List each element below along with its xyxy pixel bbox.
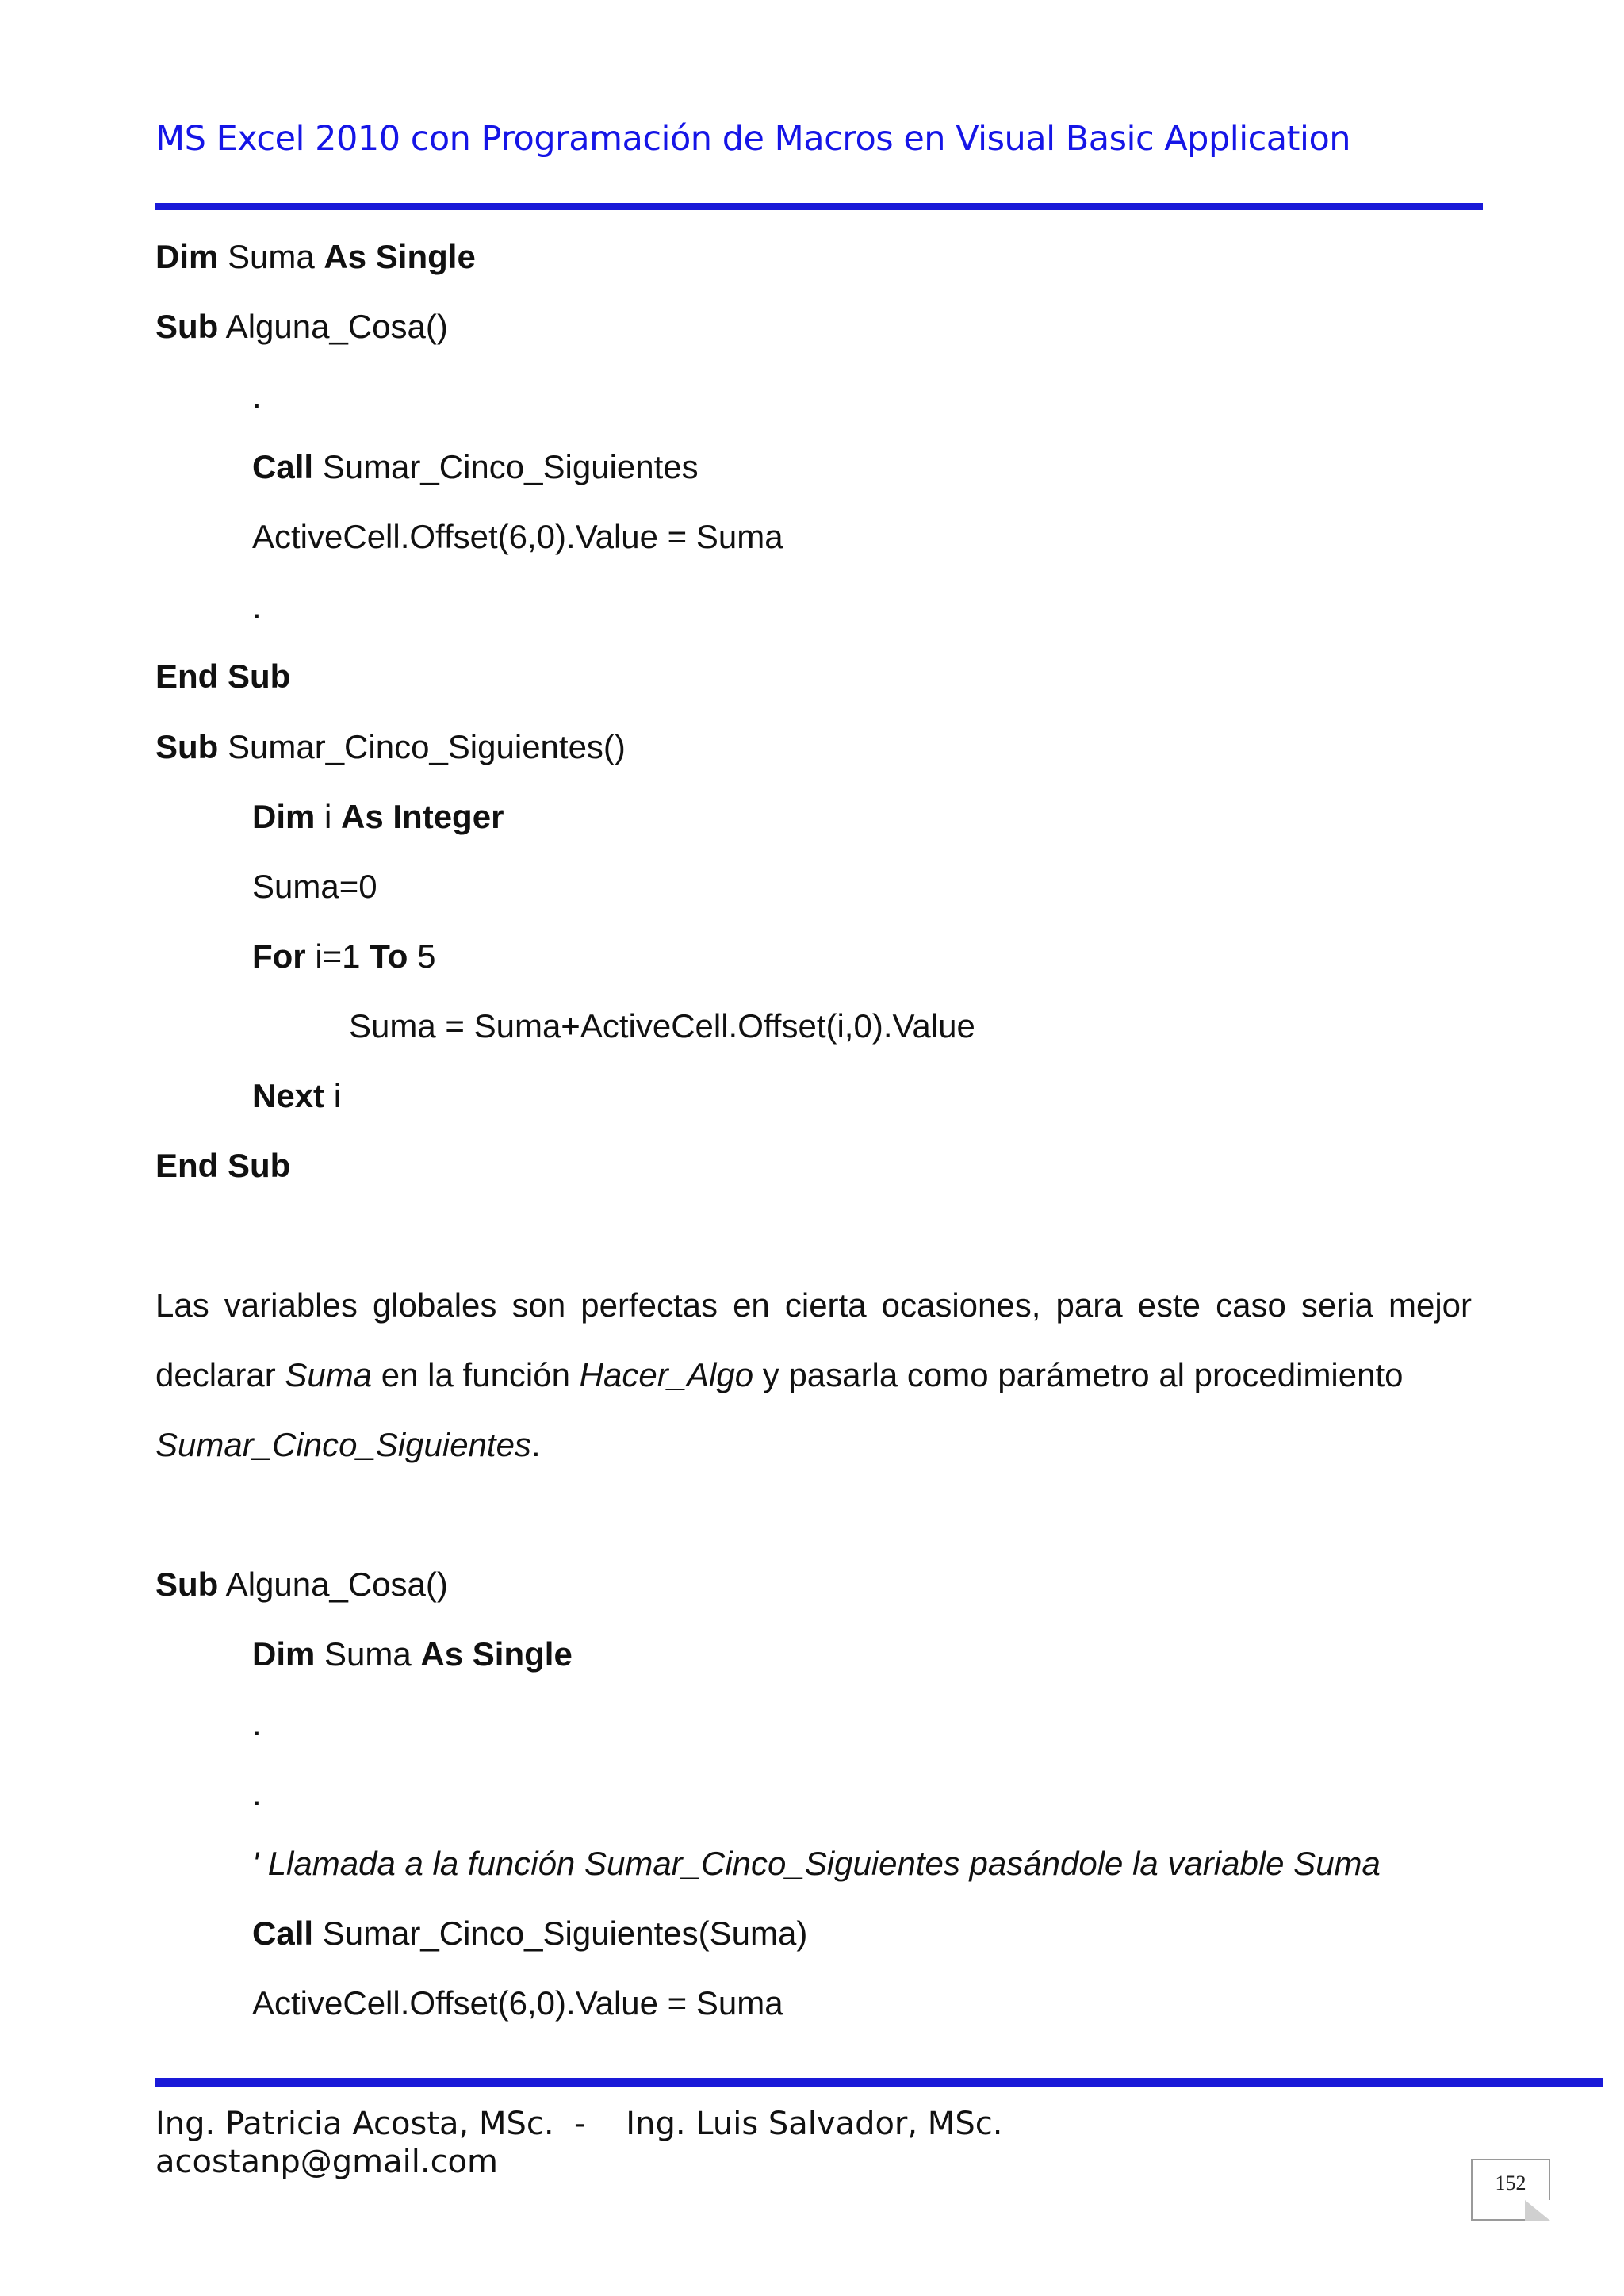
code-line — [155, 725, 626, 769]
code-text: Sumar_Cinco_Siguientes() — [218, 728, 626, 765]
keyword: To — [370, 937, 408, 975]
code-text: Sumar_Cinco_Siguientes(Suma) — [313, 1915, 808, 1952]
paragraph-line — [155, 1283, 1472, 1328]
code-line — [252, 1772, 262, 1816]
paragraph-italic: Suma — [285, 1356, 373, 1393]
paragraph-italic: Sumar_Cinco_Siguientes — [155, 1426, 531, 1463]
keyword: Sub — [155, 728, 219, 765]
keyword: As Single — [324, 238, 476, 275]
code-text: Sumar_Cinco_Siguientes — [313, 448, 699, 485]
keyword: End Sub — [155, 1147, 291, 1184]
paragraph-italic: Hacer_Algo — [579, 1356, 754, 1393]
code-line — [252, 1911, 807, 1956]
page-curl-icon — [1525, 2200, 1550, 2221]
keyword: As Single — [420, 1635, 573, 1673]
code-line — [252, 1074, 341, 1118]
code-text: . — [252, 1705, 262, 1742]
keyword: End Sub — [155, 657, 291, 695]
paragraph-text: en la función — [372, 1356, 580, 1393]
code-text: Suma — [315, 1635, 421, 1673]
code-text: Suma=0 — [252, 868, 377, 905]
header-rule — [155, 203, 1483, 210]
code-line — [155, 235, 476, 279]
keyword: For — [252, 937, 306, 975]
code-line — [252, 445, 699, 489]
keyword: Dim — [252, 1635, 316, 1673]
code-text: . — [252, 378, 262, 415]
code-text: Alguna_Cosa() — [218, 1566, 448, 1603]
paragraph-text: declarar — [155, 1356, 285, 1393]
footer-email: acostanp@gmail.com — [155, 2144, 498, 2180]
code-text: Suma — [218, 238, 324, 275]
paragraph-text: . — [530, 1426, 541, 1463]
code-line — [252, 1702, 262, 1746]
code-text: ActiveCell.Offset(6,0).Value = Suma — [252, 518, 783, 555]
keyword: Sub — [155, 1566, 219, 1603]
code-comment-line — [252, 1842, 1381, 1886]
code-line — [349, 1004, 975, 1048]
code-line — [252, 374, 262, 419]
code-line — [252, 864, 377, 909]
code-line — [252, 795, 504, 839]
paragraph-text: Las variables globales son perfectas en cierta ocasiones, para este caso seria mejor — [155, 1286, 1472, 1324]
code-text: ActiveCell.Offset(6,0).Value = Suma — [252, 1984, 783, 2022]
paragraph-text: y pasarla como parámetro al procedimiento — [753, 1356, 1404, 1393]
code-text: . — [252, 1775, 262, 1812]
code-line — [155, 305, 448, 349]
footer-rule — [155, 2078, 1603, 2087]
code-line — [155, 1562, 448, 1607]
code-text: Suma = Suma+ActiveCell.Offset(i,0).Value — [349, 1007, 975, 1045]
code-line — [155, 1144, 290, 1188]
code-text: i — [315, 798, 342, 835]
keyword: Call — [252, 1915, 314, 1952]
page-number-box — [1471, 2159, 1550, 2221]
code-text: Alguna_Cosa() — [218, 308, 448, 345]
keyword: Dim — [252, 798, 316, 835]
paragraph-line — [155, 1353, 1472, 1397]
keyword: Next — [252, 1077, 325, 1114]
keyword: As Integer — [341, 798, 504, 835]
code-comment: ' Llamada a la función Sumar_Cinco_Siguientes pasándole la variable Suma — [252, 1845, 1381, 1882]
header-title: MS Excel 2010 con Programación de Macros en Visual Basic Application — [155, 119, 1351, 159]
code-text: i — [324, 1077, 342, 1114]
code-line — [252, 515, 783, 559]
page-number: 152 — [1495, 2171, 1526, 2194]
code-line — [252, 1981, 783, 2026]
code-line — [155, 654, 290, 699]
code-line — [252, 934, 435, 979]
code-text: 5 — [408, 937, 436, 975]
keyword: Sub — [155, 308, 219, 345]
code-text: i=1 — [305, 937, 370, 975]
code-line — [252, 1632, 573, 1677]
keyword: Dim — [155, 238, 219, 275]
footer-authors: Ing. Patricia Acosta, MSc. - Ing. Luis Salvador, MSc. — [155, 2106, 1003, 2142]
paragraph-line — [155, 1423, 1472, 1467]
keyword: Call — [252, 448, 314, 485]
code-text: . — [252, 588, 262, 625]
code-line — [252, 585, 262, 629]
